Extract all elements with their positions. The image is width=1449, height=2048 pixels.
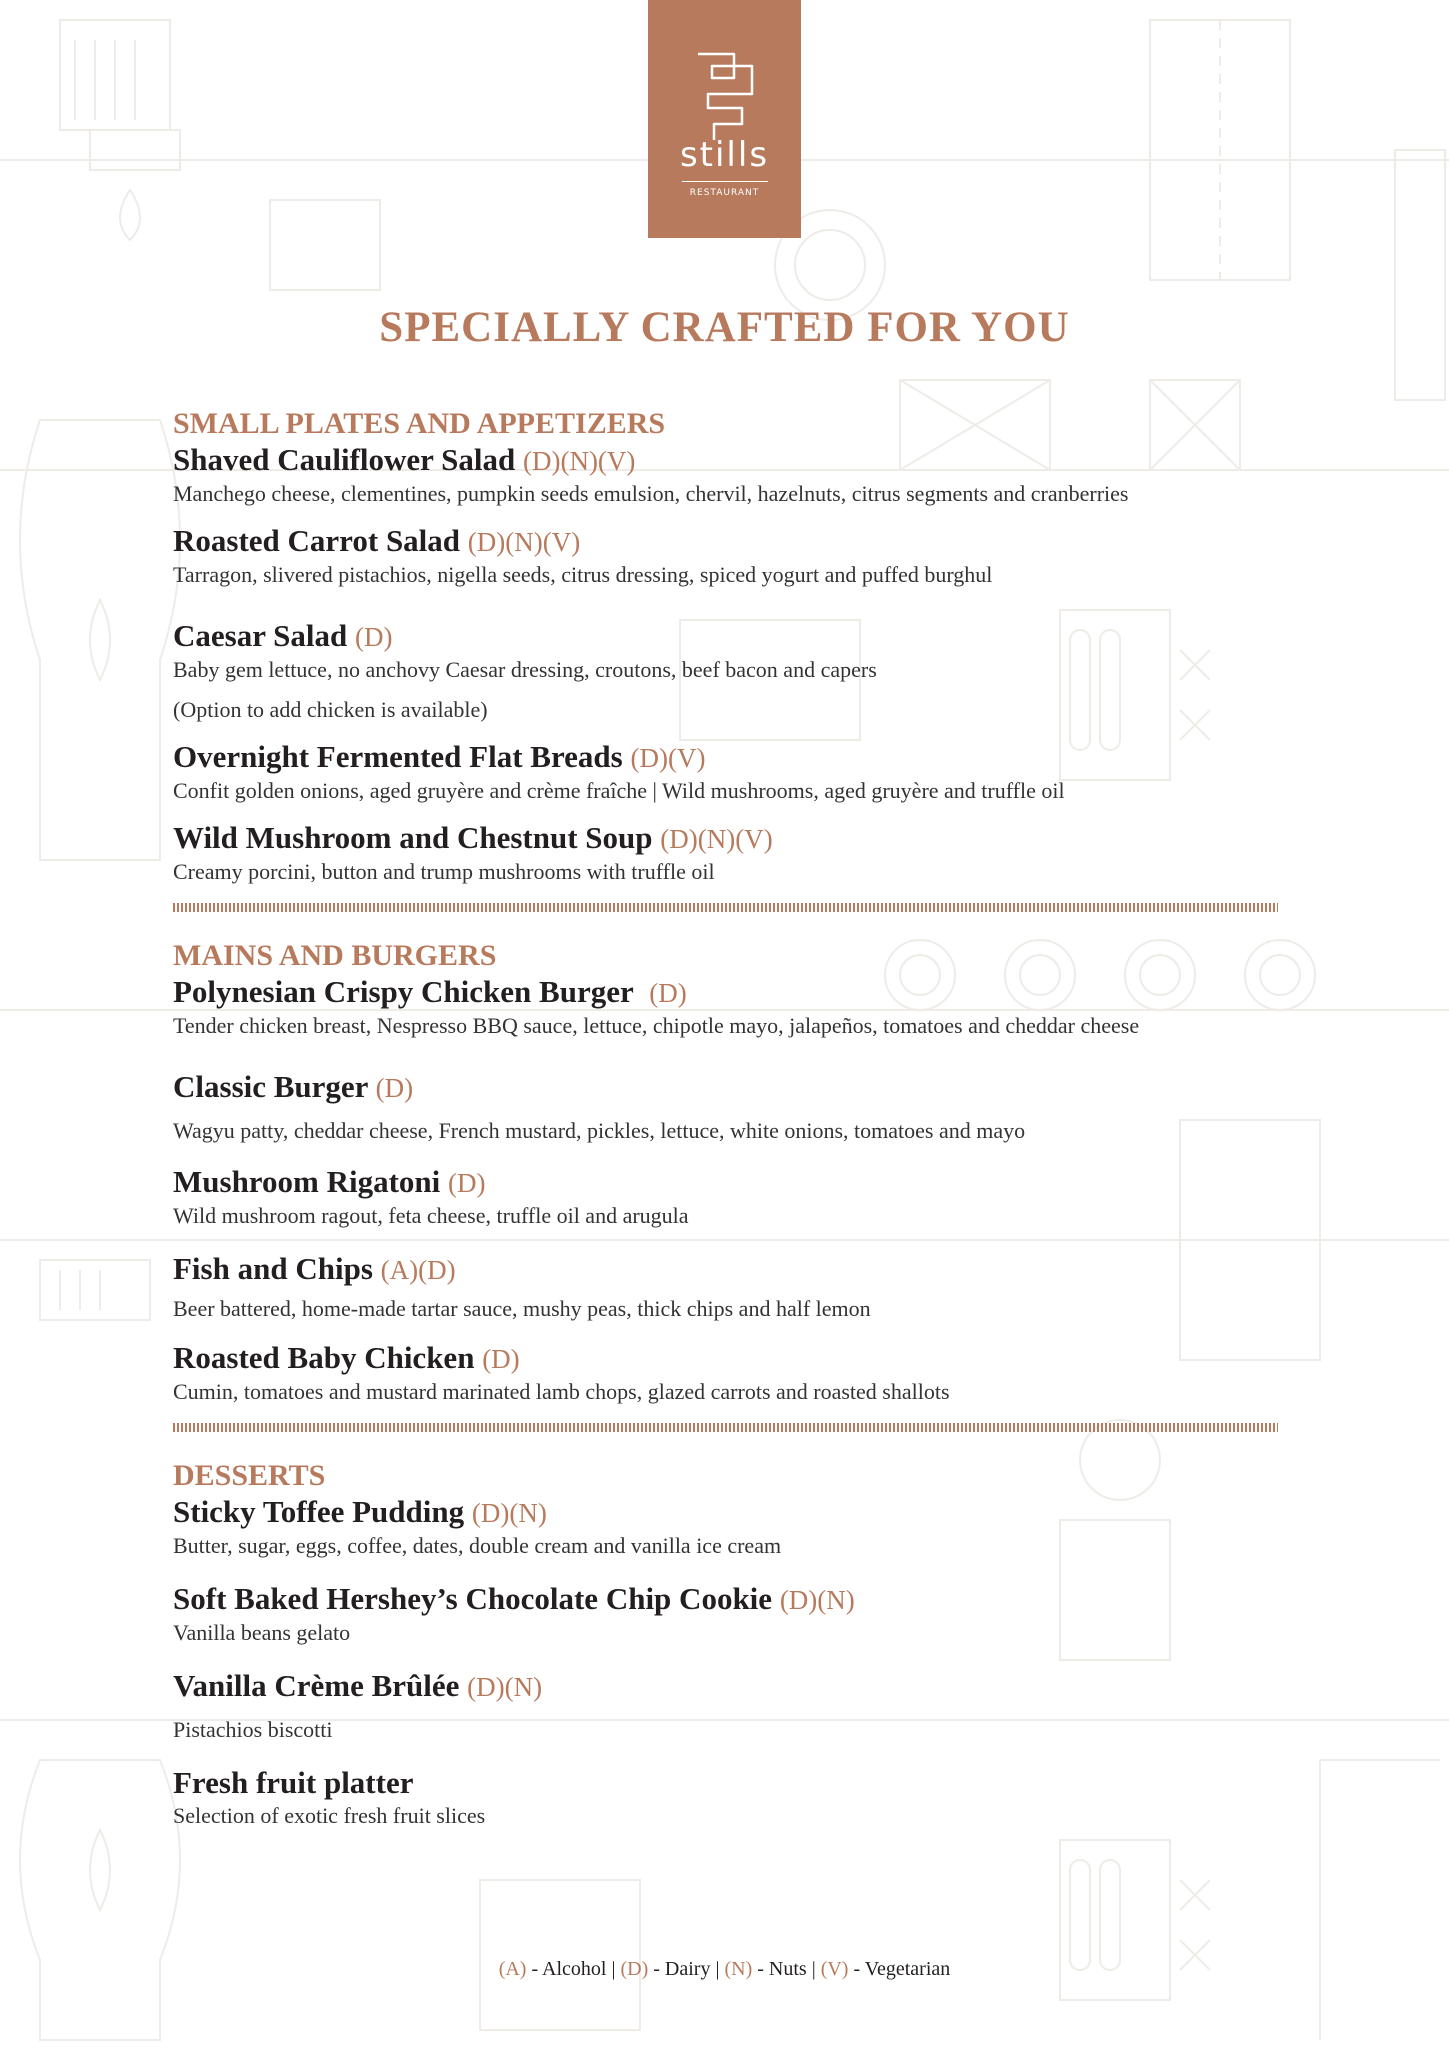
item-description: Confit golden onions, aged gruyère and crème fraîche | Wild mushrooms, aged gruyère and truffle oil bbox=[173, 778, 1065, 803]
section-desserts bbox=[173, 1458, 1278, 1831]
item-description: Wagyu patty, cheddar cheese, French mustard, pickles, lettuce, white onions, tomatoes and mayo bbox=[173, 1118, 1026, 1143]
item-description: Tarragon, slivered pistachios, nigella seeds, citrus dressing, spiced yogurt and puffed burghul bbox=[173, 562, 993, 587]
section-mains-and-burgers bbox=[173, 938, 1278, 1407]
legend-label: - Dairy bbox=[653, 1958, 711, 1980]
item-description: Selection of exotic fresh fruit slices bbox=[173, 1803, 486, 1828]
item-tags: (D)(N) bbox=[467, 1672, 543, 1702]
item-name: Fresh fruit platter bbox=[173, 1765, 414, 1800]
legend-label: - Vegetarian bbox=[853, 1958, 951, 1980]
section-heading: MAINS AND BURGERS bbox=[173, 939, 497, 972]
section-divider bbox=[173, 1423, 1278, 1432]
item-description: Butter, sugar, eggs, coffee, dates, double cream and vanilla ice cream bbox=[173, 1533, 782, 1558]
item-description: Baby gem lettuce, no anchovy Caesar dressing, croutons, beef bacon and capers bbox=[173, 657, 877, 682]
item-name: Mushroom Rigatoni bbox=[173, 1164, 441, 1199]
item-name: Polynesian Crispy Chicken Burger bbox=[173, 974, 634, 1009]
menu-item bbox=[173, 1069, 1278, 1146]
menu-item bbox=[173, 974, 1278, 1041]
brand-subtitle: RESTAURANT bbox=[689, 188, 760, 198]
menu-item bbox=[173, 1164, 1278, 1231]
section-heading: SMALL PLATES AND APPETIZERS bbox=[173, 407, 666, 440]
item-tags: (D)(N) bbox=[471, 1498, 547, 1528]
item-tags: (D)(N)(V) bbox=[522, 446, 636, 476]
item-name: Roasted Baby Chicken bbox=[173, 1340, 475, 1375]
menu-content bbox=[173, 406, 1278, 1831]
item-name: Caesar Salad bbox=[173, 618, 348, 653]
logo-rule bbox=[682, 181, 768, 182]
legend-separator: | bbox=[611, 1958, 616, 1980]
menu-item bbox=[173, 1668, 1278, 1745]
menu-item bbox=[173, 1494, 1278, 1561]
item-tags: (D) bbox=[649, 978, 687, 1008]
item-name: Sticky Toffee Pudding bbox=[173, 1494, 465, 1529]
item-description: Creamy porcini, button and trump mushrooms with truffle oil bbox=[173, 859, 715, 884]
menu-item bbox=[173, 739, 1278, 806]
legend-separator: | bbox=[715, 1958, 720, 1980]
legend-label: - Alcohol bbox=[531, 1958, 607, 1980]
legend-separator: | bbox=[811, 1958, 816, 1980]
menu-item bbox=[173, 1765, 1278, 1831]
item-tags: (D) bbox=[375, 1073, 414, 1103]
legend-key: (V) bbox=[820, 1958, 849, 1980]
item-name: Vanilla Crème Brûlée bbox=[173, 1668, 460, 1703]
legend-key: (N) bbox=[724, 1958, 753, 1980]
item-tags: (D) bbox=[355, 622, 393, 652]
restaurant-logo bbox=[648, 0, 801, 238]
item-tags: (D) bbox=[482, 1344, 520, 1374]
section-small-plates bbox=[173, 406, 1278, 887]
item-name: Wild Mushroom and Chestnut Soup bbox=[173, 820, 653, 855]
menu-item bbox=[173, 1581, 1278, 1648]
item-tags: (D)(V) bbox=[630, 743, 706, 773]
item-name: Fish and Chips bbox=[173, 1251, 373, 1286]
item-name: Roasted Carrot Salad bbox=[173, 523, 461, 558]
item-name: Soft Baked Hershey’s Chocolate Chip Cookie bbox=[173, 1581, 773, 1616]
item-description: Manchego cheese, clementines, pumpkin seeds emulsion, chervil, hazelnuts, citrus segments and cranberries bbox=[173, 481, 1129, 506]
section-divider bbox=[173, 903, 1278, 912]
item-description: Wild mushroom ragout, feta cheese, truffle oil and arugula bbox=[173, 1203, 689, 1228]
item-name: Shaved Cauliflower Salad bbox=[173, 442, 516, 477]
item-name: Classic Burger bbox=[173, 1069, 368, 1104]
legend-label: - Nuts bbox=[757, 1958, 807, 1980]
menu-item bbox=[173, 523, 1278, 590]
section-heading: DESSERTS bbox=[173, 1459, 326, 1492]
item-description: Tender chicken breast, Nespresso BBQ sauce, lettuce, chipotle mayo, jalapeños, tomatoes and cheddar cheese bbox=[173, 1013, 1140, 1038]
menu-item bbox=[173, 820, 1278, 887]
menu-item bbox=[173, 442, 1278, 509]
menu-item bbox=[173, 1340, 1278, 1407]
item-tags: (D)(N)(V) bbox=[660, 824, 773, 854]
legend-key: (D) bbox=[620, 1958, 649, 1980]
item-note: (Option to add chicken is available) bbox=[173, 697, 488, 722]
item-description: Pistachios biscotti bbox=[173, 1717, 333, 1742]
item-tags: (D)(N) bbox=[779, 1585, 855, 1615]
item-description: Cumin, tomatoes and mustard marinated lamb chops, glazed carrots and roasted shallots bbox=[173, 1379, 950, 1404]
brand-name: stills bbox=[679, 135, 770, 175]
item-name: Overnight Fermented Flat Breads bbox=[173, 739, 623, 774]
item-tags: (A)(D) bbox=[380, 1255, 456, 1285]
legend-key: (A) bbox=[498, 1958, 527, 1980]
item-tags: (D)(N)(V) bbox=[467, 527, 581, 557]
page-title: SPECIALLY CRAFTED FOR YOU bbox=[379, 304, 1070, 351]
item-tags: (D) bbox=[448, 1168, 486, 1198]
item-description: Vanilla beans gelato bbox=[173, 1620, 351, 1645]
menu-item bbox=[173, 1251, 1278, 1324]
item-description: Beer battered, home-made tartar sauce, mushy peas, thick chips and half lemon bbox=[173, 1296, 871, 1321]
menu-item bbox=[173, 618, 1278, 725]
dietary-legend bbox=[0, 1958, 1449, 1981]
